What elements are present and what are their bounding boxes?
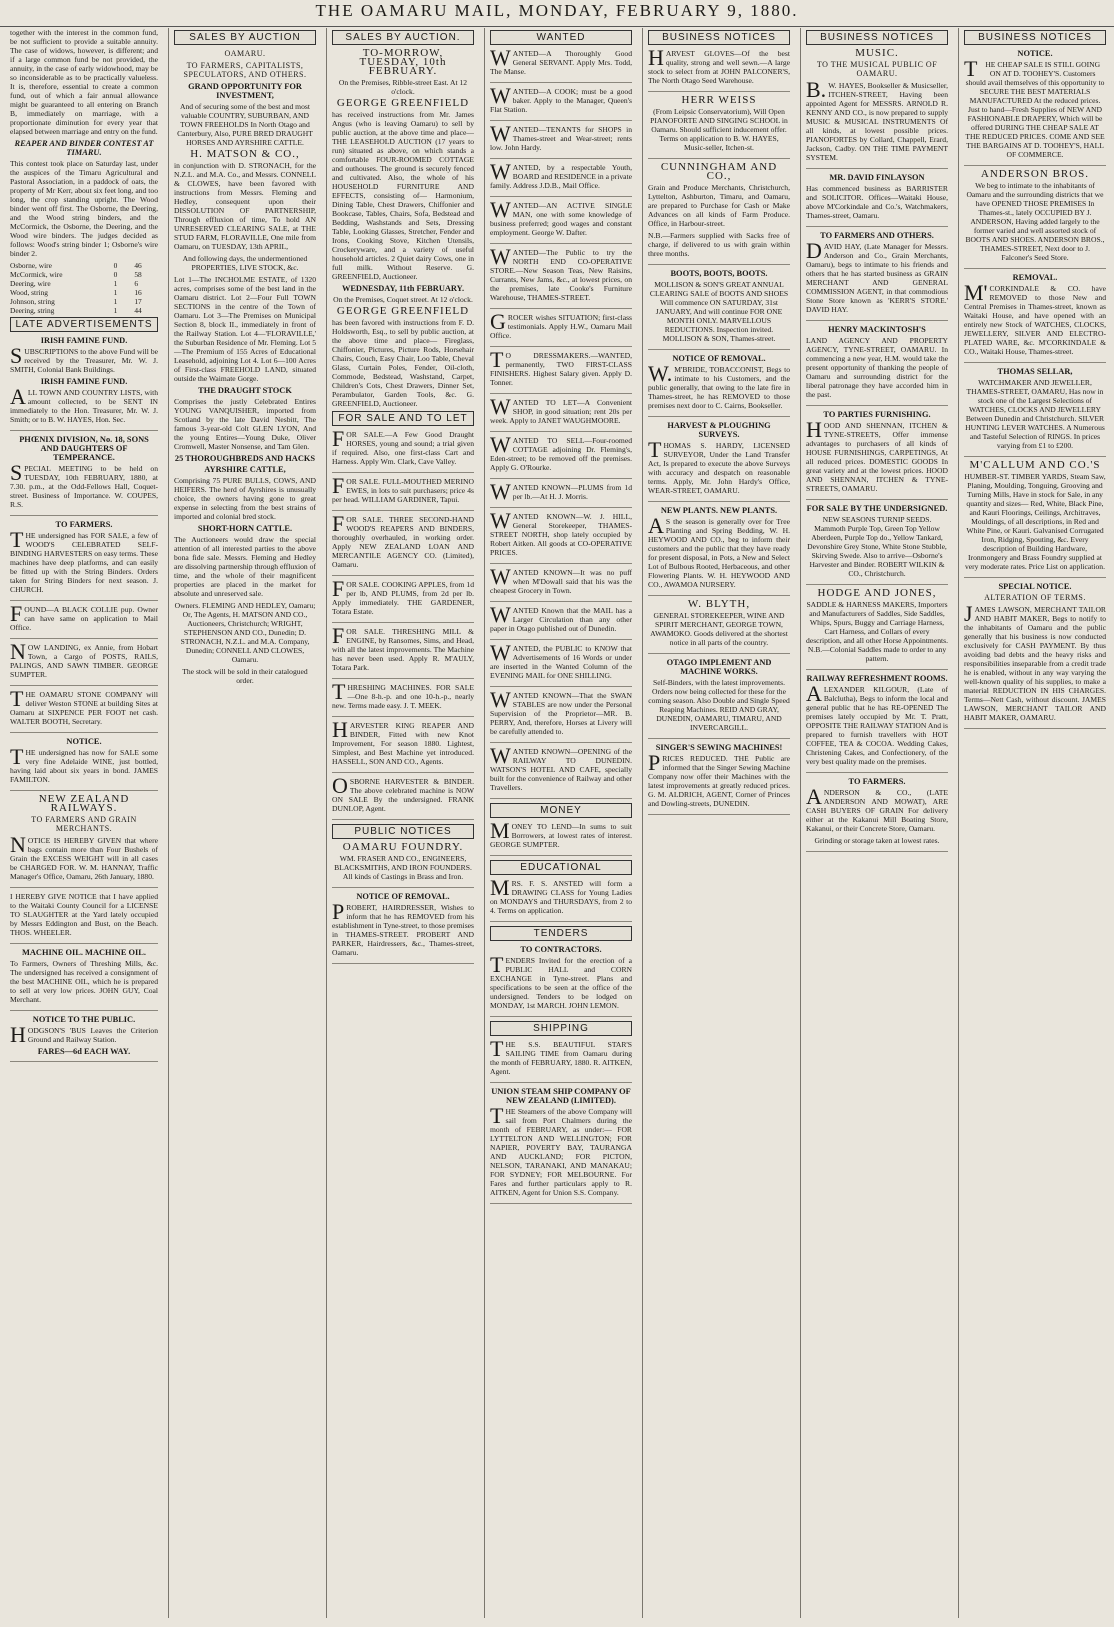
text-block: ALTERATION OF TERMS. (984, 593, 1086, 602)
text-block: WANTED KNOWN—W. J. HILL, General Storekeeper, THAMES-STREET NORTH, shop lately occupied by Robert Aitken. All goods at CO-OPERATIVE PRICES. (490, 508, 632, 557)
text-block: SHORT-HORN CATTLE. (197, 524, 293, 533)
text-block: Grain and Produce Merchants, Christchurch, Lyttelton, Ashburton, Timaru, and Oamaru, are prepared to Purchase for Cash or Make Advances on all kinds of Farm Produce. Office, in Harbour-street. (648, 183, 790, 228)
text-block: IRISH FAMINE FUND. (40, 336, 128, 345)
text-block: NEW SEASONS TURNIP SEEDS. Mammoth Purple Top, Green Top Yellow Aberdeen, Purple Top do., Yellow Tankard, Devonshire Grey Stone, White Stone Stubble, Skirving Swede. Also to arrive—Osborne's Harvester and Binder. ROBERT WILKIN & CO., Christchurch. (807, 515, 947, 578)
text-block: GENERAL STOREKEEPER, WINE AND SPIRIT MERCHANT, GEORGE TOWN, AWAMOKO. Goods delivered at the shortest notice in all parts of the country. (650, 611, 788, 647)
text-block: THE undersigned has now for SALE some very fine Adelaide WINE, just bottled, having laid about six years in bond. JAMES FAMILTON. (10, 744, 158, 784)
text-block: THE CHEAP SALE IS STILL GOING ON AT D. TOOHEY'S. Customers should avail themselves of this opportunity to SECURE THE BEST MATERIALS MANUFACTURED At the reduced prices. Just to hand—Fresh Supplies of NEW AND FASHIONABLE DRAPERY, Which will be offered DURING THE CHEAP SALE AT THE REDUCED PRICES. COME AND SEE THE BARGAINS AT D. TOOHEY'S, HALL OF COMMERCE. (964, 56, 1105, 159)
business-ad (964, 170, 1106, 269)
business-notices-header: BUSINESS NOTICES (648, 30, 790, 45)
text-block: SINGER'S SEWING MACHINES! (655, 743, 783, 752)
text-block: WANTED—A Thoroughly Good General SERVANT. Apply Mrs. Todd, The Manse. (490, 45, 632, 76)
text-block: To Farmers, Owners of Threshing Mills, &c. The undersigned has received a consignment of the best MACHINE OIL, which he is prepared to sell at very low prices. JOHN GUY, Coal Merchant. (10, 959, 158, 1004)
column-4 (484, 28, 632, 1618)
table-row: Deering, string 1 44 (10, 306, 142, 315)
business-ad (806, 231, 948, 321)
text-block: AYRSHIRE CATTLE, (204, 465, 286, 474)
text-block: THOMAS S. HARDY, LICENSED SURVEYOR, Under the Land Transfer Act, Is prepared to execute the above Surveys with accuracy and despatch on reasonable terms. Apply, Mr. John Hardy's Office, WEAR-STREET, OAMARU. (648, 437, 790, 495)
text-block: ANDERSON BROS. (980, 168, 1090, 180)
text-block: WANTED Known that the MAIL has a Larger Circulation than any other paper in Otago published out of Dunedin. (490, 602, 632, 633)
text-block: TO CONTRACTORS. (520, 945, 602, 954)
text-block: WEDNESDAY, 11th FEBRUARY. (341, 284, 465, 293)
text-block: HARVEST & PLOUGHING SURVEYS. (667, 421, 771, 439)
text-block: FOR SALE. THREE SECOND-HAND WOOD'S REAPERS AND BINDERS, thoroughly overhauled, in working order. Apply NEW ZEALAND LOAN AND MERCANTILE AGENCY CO. (Limited), Oamaru. (332, 511, 474, 569)
text-block: NOTICE TO THE PUBLIC. (32, 1015, 136, 1024)
text-block: WANTED KNOWN—PLUMS from 1d per lb.—At H. J. Morris. (490, 479, 632, 504)
business-ad (964, 49, 1106, 166)
ad-wheeler (10, 892, 158, 944)
text-block: GEORGE GREENFIELD (336, 305, 470, 317)
edu-ad (490, 875, 632, 922)
text-block: MONEY TO LEND—In sums to suit Borrowers, at lowest rates of interest. GEORGE SUMPTER. (490, 818, 632, 849)
text-block: NOTICE IS HEREBY GIVEN that where bags contain more than Four Bushels of Grain the EXCESS WEIGHT will in all cases be CHARGED FOR. W. M. HANNAY, Traffic Manager's Office, Oamaru, 26th January, 1880. (10, 832, 158, 881)
ad-found (10, 601, 158, 639)
business-notices-header-2: BUSINESS NOTICES (806, 30, 948, 45)
text-block: M'CORKINDALE & CO. have REMOVED to those New and Central Premises in Thames-street, known as Waitaki House, and have opened with an entirely new Stock of WATCHES, CLOCKS, JEWELLERY, SILVER AND ELECTRO-PLATED WARE, &c. M'CORKINDALE & CO., Waitaki House, Thames-street. (964, 280, 1106, 356)
reaper-title: REAPER AND BINDER CONTEST AT TIMARU. (14, 139, 154, 157)
ad-railways (10, 795, 158, 888)
columns (10, 28, 1106, 1618)
text-block: NEW PLANTS. NEW PLANTS. (660, 506, 778, 515)
wanted-ad (490, 121, 632, 159)
text-block: ANDERSON & CO., (LATE ANDERSON AND MOWAT), ARE CASH BUYERS OF GRAIN For delivery either at the Kakanui Mill Boating Store, Kakanui, or their Concrete Store, Oamaru. (806, 784, 948, 833)
results-table (10, 261, 158, 315)
table-row: Deering, wire 1 6 (10, 279, 139, 288)
text-block: in conjunction with D. STRONACH, for the N.Z.L. and M.A. Co., and Messrs. CONNELL & CLOWES, have been favored with instructions from Messrs. Fleming and Hedley, consequent upon their DISSOLUTION OF PARTNERSHIP, Through effluxion of time, To hold AN UNRESERVED CLEARING SALE, at THE STUD FARM, FLORAVILLE, One mile from Oamaru, on TUESDAY, 13th APRIL, (174, 161, 316, 251)
sale-ad (332, 426, 474, 473)
text-block: SPECIAL MEETING to be held on TUESDAY, 10th FEBRUARY, 1880, at 7.30. p.m., at the Odd-Fellows Hall, Coquet-street. Business of Importance. W. COUPES, R.S. (10, 460, 158, 509)
business-ad (648, 45, 790, 92)
text-block: FOUND—A BLACK COLLIE pup. Owner can have same on application to Mail Office. (10, 601, 158, 632)
text-block: OSBORNE HARVESTER & BINDER. The above celebrated machine is NOW ON SALE By the undersigned. FRANK DUNLOP, Agent. (332, 773, 474, 813)
ship-ad (490, 1087, 632, 1204)
text-block: WANTED TO LET—A Convenient SHOP, in good situation; rent 20s per week. Apply to JANET WAUGHMOORE. (490, 394, 632, 425)
text-block: ALEXANDER KILGOUR, (Late of Balclutha), Begs to inform the local and general public that he has RE-OPENED The premises lately occupied by Mr. T. Pratt, OPPOSITE THE RAILWAY STATION And is prepared to furnish travellers with HOT COFFEE, TEA & COCOA. Wedding Cakes, Christening Cakes, and Confectionery, of the very best quality made on the premises. (806, 681, 948, 766)
text-block: JAMES LAWSON, MERCHANT TAILOR AND HABIT MAKER, Begs to notify to the inhabitants of Oamaru and the public generally that his business is now conducted exclusively for CASH PAYMENT. By thus avoiding bad debts and the heavy risks and responsibilities inseparable from a credit trade he is enabled, without in any way varying the well-known quality of his supplies, to make a material REDUCTION IN HIS CHARGES. Terms—Nett Cash, without discount. JAMES LAWSON, MERCHANT TAILOR AND HABIT MAKER, OAMARU. (964, 601, 1106, 722)
ad-landing (10, 639, 158, 686)
wanted-header: WANTED (490, 30, 632, 45)
column-5 (642, 28, 790, 1618)
text-block: B.W. HAYES, Bookseller & Musicseller, ITCHEN-STREET, Having been appointed Agent for MESSRS. ARNOLD R. KENNY AND CO., is now prepared to supply MUSIC & MUSICAL INSTRUMENTS Of all kinds, at lowest possible prices. PIANOFORTES by Collard, Chappell, Erard, Jackson, Cadby. ON THE TIME PAYMENT SYSTEM. (806, 77, 948, 162)
text-block: THE S.S. BEAUTIFUL STAR'S SAILING TIME from Oamaru during the month of FEBRUARY, 1880. R. AITKEN, Agent. (490, 1036, 632, 1076)
matson-title: H. MATSON & CO., (190, 148, 300, 160)
text-block: NOW LANDING, ex Annie, from Hobart Town, a Cargo of POSTS, RAILS, PALINGS, AND SAWN TIMBER. GEORGE SUMPTER. (10, 639, 158, 679)
text-block: SUBSCRIPTIONS to the above Fund will be received by the Treasurer, Mr. W. J. SMITH, Colonial Bank Buildings. (10, 343, 158, 374)
text-block: THE DRAUGHT STOCK (198, 386, 292, 395)
text-block: Has commenced business as BARRISTER and SOLICITOR. Offices—Waitaki House, above M'Corkindale and Co.'s, Watchmakers, Thames-street, Oamaru. (806, 184, 948, 220)
text-block: 25 THOROUGHBREDS AND HACKS (174, 454, 316, 463)
text-block: TO FARMERS, CAPITALISTS, SPECULATORS, AND OTHERS. (183, 61, 307, 79)
business-ad (806, 410, 948, 500)
text-block: FARES—6d EACH WAY. (37, 1047, 131, 1056)
text-block: GEORGE GREENFIELD (336, 97, 470, 109)
educational-header: EDUCATIONAL (490, 860, 632, 875)
sale-ad (332, 773, 474, 820)
text-block: REMOVAL. (1012, 273, 1058, 282)
text-block: THE Steamers of the above Company will sail from Port Chalmers during the month of FEBRUARY, as under:— FOR LYTTELTON AND WELLINGTON; FOR NAPIER, POVERTY BAY, TAURANGA AND AUCKLAND; FOR PICTON, NELSON, TARANAKI, AND MANAKAU; FOR SYDNEY; FOR MELBOURNE. For Fares and further particulars apply to R. AITKEN, Agent for Union S.S. Company. (490, 1103, 632, 1197)
ad-wine (10, 737, 158, 791)
text-block: On the Premises, Coquet street. At 12 o'clock. (333, 295, 473, 304)
text-block: MR. DAVID FINLAYSON (829, 173, 925, 182)
text-block: Comprises the justly Celebrated Entires YOUNG VANQUISHER, imported from Scotland by the late David Nesbitt, The famous 3-year-old Colt GLEN LYON, And the young Entires—Young Duke, Oliver Cromwell, Master Nonsense, and Tam Glen. (174, 397, 316, 451)
text-block: has been favored with instructions from F. D. Holdsworth, Esq., to sell by public auction, at the above time and place— Fireglass, Chiffonier, Pictures, Picture Rods, Horsehair Chairs, Couch, Easy Chair, Loo Table, Cheval Glass, Curtain Poles, Fender, Oil-cloth, Commode, Bedstead, Washstand, Carpet, Children's Cots, Chest Drawers, Dinner Set, Perambulator, Garden Tools, &c. G. GREENFIELD, Auctioneer. (332, 318, 474, 408)
text-block: WANTED KNOWN—OPENING of the RAILWAY TO DUNEDIN. WATSON'S HOTEL AND CAFE, specially built for the convenience of Railway and other Travellers. (490, 743, 632, 792)
text-block: Self-Binders, with the latest improvements. Orders now being collected for these for the coming season. Also Double and Single Speed Reaping Machines. REID AND GRAY, DUNEDIN, OAMARU, TIMARU, AND INVERCARGILL. (648, 678, 790, 732)
text-block: has received instructions from Mr. James Angus (who is leaving Oamaru) to sell by public auction, at the above time and place— THE LEASEHOLD AUCTION (17 years to run) situated as above, on which stands a comfortable FOUR-ROOMED COTTAGE and outhouses. The ground is securely fenced and cultivated. Also, the whole of his HOUSEHOLD FURNITURE AND EFFECTS, consisting of— Harmonium, Dining Table, Chest Drawers, Chiffonier and Bookcase, Tables, Chairs, Sofa, Bedstead and Bedding, Washstands and Sets, Dressing Table, Looking Glasses, Stretcher, Fender and Irons, Cooking Stove, Kitchen Utensils, Crockeryware, and a variety of useful household articles. 2 Quiet dairy Cows, one in full milk. Without Reserve. G. GREENFIELD, Auctioneer. (332, 110, 474, 281)
text-block: TO-MORROW, TUESDAY, 10th FEBRUARY. (359, 47, 447, 77)
text-block: The Auctioneers would draw the special attention of all interested parties to the above bona fide sale. Messrs. Fleming and Hedley are dissolving partnership through effluxion of time, and the whole of their magnificent properties are placed in the market for absolute and unreserved sale. (174, 535, 316, 598)
text-block: HARVEST GLOVES—Of the best quality, strong and well sewn.—A large stock to select from at JOHN PALCONER'S, The North Otago Seed Warehouse. (648, 45, 790, 85)
sales-by-auction-header: SALES BY AUCTION (174, 30, 316, 45)
intro-text: together with the interest in the common fund, be not sufficient to provide a suitable annuity. The case of widows, however, is different; and if a large common fund be not provided, the annuity, in the case of early widowhood, may be so inconsiderable as to be practically valueless. It is, therefore, essential to create a common fund, out of which a fair annual allowance might be guaranteed to all entering on Branch B, immediately on marriage, with a proportionate diminution for every year that elapsed between marriage and entry on the fund. (10, 28, 158, 136)
text-block: W. BLYTH, (687, 598, 751, 610)
text-block: MRS. F. S. ANSTED will form a DRAWING CLASS for Young Ladies on MONDAYS and THURSDAYS, from 2 to 4. Terms on application. (490, 875, 632, 915)
text-block: The stock will be sold in their catalogued order. (182, 667, 308, 685)
text-block: THOMAS SELLAR, (997, 367, 1073, 376)
text-block: WANTED, by a respectable Youth, BOARD and RESIDENCE in a private family. Address J.D.B., Mail Office. (490, 159, 632, 190)
text-block: THE undersigned has FOR SALE, a few of WOOD'S CELEBRATED SELF-BINDING HARVESTERS on easy terms. These machines have deep platforms, and can easily be fitted up with the String Binders. Orders taken for String Binders for next season. J. CHURCH. (10, 527, 158, 594)
text-block: WANTED KNOWN—That the SWAN STABLES are now under the Personal Supervision of the Proprietor—MR. B. PERRY, And, therefore, Horses at Livery will be carefully attended to. (490, 687, 632, 736)
text-block: We beg to intimate to the inhabitants of Oamaru and the surrounding districts that we have OPENED THOSE PREMISES In Thames-st., lately OCCUPIED BY J. ANDERSON, Having added largely to the former varied and well assorted stock of BOOTS AND SHOES. ANDERSON BROS., THAMES-STREET, Next door to J. Falconer's Seed Store. (965, 181, 1105, 262)
text-block: WANTED—The Public to try the NORTH END CO-OPERATIVE STORE.—New Season Teas, New Raisins, Currants, New Jams, &c., at lowest prices, on the premises, late Cooke's Furniture Warehouse, THAMES-STREET. (490, 244, 632, 302)
late-advertisements-header: LATE ADVERTISEMENTS (10, 317, 158, 332)
text-block: NEW ZEALAND RAILWAYS. (38, 793, 130, 814)
ad-farmers (10, 520, 158, 601)
text-block: HUMBER-ST. TIMBER YARDS, Steam Saw, Planing, Moulding, Tonguing, Grooving and Turning Mills, Have in stock for Sale, in any quantity and sizes— Red, White, Black Pine, and Kauri Floorings, Ceilings, Architraves, Mouldings, of all descriptions, in Red and White Pine, or Kauri. Galvanised Corrugated Iron, Ridging, Spouting, &c. Every description of Building Hardware, Ironmongery and Brass Foundry supplied at very moderate rates. Price List on application. (964, 472, 1106, 571)
text-block: NOTICE OF REMOVAL. (672, 354, 766, 363)
for-sale-header: FOR SALE AND TO LET (332, 411, 474, 426)
text-block: PROBERT, HAIRDRESSER, Wishes to inform that he has REMOVED from his establishment in Tyne-street, to those premises in THAMES-STREET. PROBERT AND PARKER, Hairdressers, &c., Thames-street, Oamaru. (332, 899, 474, 957)
text-block: M'CALLUM AND CO.'S (969, 459, 1101, 471)
wanted-ad (490, 159, 632, 197)
text-block: THRESHING MACHINES. FOR SALE—One 8-h.-p. and one 10-h.-p., nearly new. Terms made easy. J. T. MEEK. (332, 679, 474, 710)
table-row: McCormick, wire 0 58 (10, 270, 142, 279)
business-ad (648, 269, 790, 350)
text-block: HODGSON'S 'BUS Leaves the Criterion Ground and Railway Station. (10, 1022, 158, 1047)
wanted-ad (490, 687, 632, 743)
text-block: I HEREBY GIVE NOTICE that I have applied to the Waitaki County Council for a LICENSE TO SLAUGHTER at the Yard lately occupied by Messrs Eddington and Bust, on the Beach. THOS. WHEELER. (10, 892, 158, 937)
ad-stone (10, 686, 158, 733)
text-block: MACHINE OIL. MACHINE OIL. (21, 948, 146, 957)
business-ad (648, 600, 790, 654)
ad-machine-oil (10, 948, 158, 1011)
ad-famine (10, 336, 158, 431)
text-block: LAND AGENCY AND PROPERTY AGENCY, TYNE-STREET, OAMARU. In commencing a new year, H.M. would take the present opportunity of thanking the people of Oamaru and surrounding district for the liberal patronage they have accorded him in the past. (806, 336, 948, 399)
text-block: WANTED KNOWN—It was no puff when M'Dowall said that his was the cheapest Grocery in Town. (490, 564, 632, 595)
text-block: And of securing some of the best and most valuable COUNTRY, SUBURBAN, AND TOWN FREEHOLDS In North Otago and Canterbury, Also, PURE BRED DRAUGHT HORSES AND AYRSHIRE CATTLE. (177, 102, 313, 147)
text-block: TO FARMERS AND OTHERS. (820, 231, 934, 240)
text-block: HERR WEISS (681, 94, 757, 106)
ad-phoenix (10, 435, 158, 516)
text-block: HODGE AND JONES, (817, 587, 937, 599)
text-block: TO DRESSMAKERS.—WANTED, permanently, TWO FIRST-CLASS FINISHERS. Highest Salary given. Apply D. Tonner. (490, 347, 632, 387)
business-ad (964, 367, 1106, 457)
text-block: OTAGO IMPLEMENT AND MACHINE WORKS. (666, 658, 772, 676)
text-block: And following days, the undermentioned PROPERTIES, LIVE STOCK, &c. (182, 254, 308, 272)
business-ad (648, 506, 790, 596)
ship-ad (490, 1036, 632, 1083)
text-block: FOR SALE. COOKING APPLES, from 1d per lb, AND PLUMS, from 2d per lb. Apply immediately. THE GARDENER, Totara Estate. (332, 576, 474, 616)
text-block: WANTED TO SELL—Four-roomed COTTAGE adjoining Dr. Fleming's, Eden-street; to be removed off the premises. Apply G. O'Rourke. (490, 432, 632, 472)
text-block: TO FARMERS AND GRAIN MERCHANTS. (31, 815, 137, 833)
lots-text: Lot 1—The INCHOLME ESTATE, of 1320 acres, comprises some of the best land in the Oamaru district. Lot 2—Four Full TOWN SECTIONS in the centre of the Town of Oamaru. Lot 3—The Premises on Municipal Section 8, block II., immediately in front of the Railway Station. Lot 4—'FLORAVILLE,' the Suburban Residence of Mr. Fleming. Lot 5—The Premium of 155 Acres of Educational Leasehold, adjoining Lot 4. Lot 6—100 Acres of First-class FREEHOLD LAND, situated outside the Waimate Gorge. (174, 275, 316, 383)
text-block: HENRY MACKINTOSH'S (828, 325, 926, 334)
text-block: GROCER wishes SITUATION; first-class testimonials. Apply H.W., Oamaru Mail Office. (490, 309, 632, 340)
business-ad (964, 273, 1106, 363)
text-block: THE OAMARU STONE COMPANY will deliver Weston STONE at building Sites at Oamaru at SIXPENCE PER FOOT net cash. WALTER BOOTH, Secretary. (10, 686, 158, 726)
wanted-ad (490, 432, 632, 479)
text-block: HOOD AND SHENNAN, ITCHEN & TYNE-STREETS, Offer immense advantages to purchasers of all kinds of HOUSE FURNISHINGS, CARPETINGS, At all reduced prices. DOMESTIC GOODS In great variety and at the lowest prices. HOOD AND SHENNAN, ITCHEN & TYNE-STREETS, OAMARU. (806, 417, 948, 493)
wanted-ad (490, 309, 632, 347)
wanted-ad (490, 244, 632, 309)
text-block: WANTED—A COOK; must be a good baker. Apply to the Manager, Queen's Flat Station. (490, 83, 632, 114)
sale-ad (332, 511, 474, 576)
text-block: WANTED—AN ACTIVE SINGLE MAN, one with some knowledge of business preferred; good wages and constant employment. George W. Dafter. (490, 197, 632, 237)
text-block: TO PARTIES FURNISHING. (823, 410, 931, 419)
column-6 (800, 28, 948, 1618)
column-1 (10, 28, 158, 1618)
text-block: TO THE MUSICAL PUBLIC OF OAMARU. (816, 60, 938, 78)
wanted-ad (490, 83, 632, 121)
text-block: PRICES REDUCED. THE Public are informed that the Singer Sewing Machine Company now offer their Machines with the latest improvements at greatly reduced prices. G. M. ALDRICH, AGENT, Corner of Princes and Dowling-streets, DUNEDIN. (648, 750, 790, 808)
text-block: GRAND OPPORTUNITY FOR INVESTMENT, (188, 82, 302, 100)
text-block: RAILWAY REFRESHMENT ROOMS. (806, 674, 948, 683)
text-block: HARVESTER KING REAPER AND BINDER, Fitted with new Knot Improvement, For season 1880. Lightest, Simplest, and Best Machine yet introduced. HASSELL, SON AND CO., Agents. (332, 717, 474, 766)
ad-bus (10, 1015, 158, 1062)
money-header: MONEY (490, 803, 632, 818)
wanted-ad (490, 479, 632, 508)
text-block: NOTICE OF REMOVAL. (356, 892, 450, 901)
text-block: NOTICE. (1017, 49, 1053, 58)
text-block: On the Premises, Ribble-street East. At 12 o'clock. (338, 78, 468, 96)
text-block: FOR SALE BY THE UNDERSIGNED. (806, 504, 948, 513)
column-7 (958, 28, 1106, 1618)
text-block: MUSIC. (855, 47, 899, 59)
text-block: NOTICE. (66, 737, 102, 746)
sale-ad (332, 679, 474, 717)
text-block: FOR SALE. FULL-MOUTHED MERINO EWES, in lots to suit purchasers; price 4s per head. WILLIAM GARDINER, Tapui. (332, 473, 474, 504)
wanted-ad (490, 508, 632, 564)
wanted-ad (490, 394, 632, 432)
text-block: OAMARU. (224, 49, 266, 58)
masthead: THE OAMARU MAIL, MONDAY, FEBRUARY 9, 1880. (0, 0, 1114, 27)
column-3 (326, 28, 474, 1618)
business-ad (648, 658, 790, 739)
text-block: Grinding or storage taken at lowest rates. (814, 836, 940, 845)
text-block: SADDLE & HARNESS MAKERS, Importers and Manufacturers of Saddles, Side Saddles, Whips, Spurs, Buggy and Carriage Harness, Cart Harness, and Collars of every description, and all other Horse Appointments. N.B.—Colonial Saddles made to order to any pattern. (806, 600, 948, 663)
text-block: WM. FRASER AND CO., ENGINEERS, BLACKSMITHS, AND IRON FOUNDERS. All kinds of Castings in Brass and Iron. (334, 854, 472, 881)
sales-by-auction-header-2: SALES BY AUCTION. (332, 30, 474, 45)
text-block: WATCHMAKER AND JEWELLER, THAMES-STREET, OAMARU, Has now in stock one of the Largest Selections of WATCHES, CLOCKS AND JEWELLERY Between Dunedin and Christchurch. SILVER HUNTING LEVER WATCHES. A Numerous and Tasteful Selection of RINGS. In prices varying from £1 to £200. (965, 378, 1105, 450)
business-ad (806, 49, 948, 169)
business-ad (964, 582, 1106, 729)
text-block: (From Leipsic Conservatorium), Will Open PIANOFORTE AND SINGING SCHOOL in Oamaru. Should sufficient inducement offer. Terms on application to B. W. HAYES, Music-seller, Itchen-st. (650, 107, 788, 152)
sale-ad (332, 623, 474, 679)
table-row: Johnson, string 1 17 (10, 297, 142, 306)
business-ad (806, 173, 948, 227)
sale-ad (332, 717, 474, 773)
text-block: WANTED, the PUBLIC to KNOW that Advertisements of 16 Words or under are inserted in the Wanted Column of the EVENING MAIL for ONE SHILLING. (490, 640, 632, 680)
text-block: SPECIAL NOTICE. (998, 582, 1072, 591)
shipping-header: SHIPPING (490, 1021, 632, 1036)
text-block: OAMARU FOUNDRY. (342, 841, 464, 853)
table-row: Osborne, wire 0 46 (10, 261, 142, 270)
text-block: FOR SALE. THRESHING MILL & ENGINE, by Ransomes, Sims, and Head, with all the latest improvements. The Machine has never been used. Apply R. M'AULY, Totara Park. (332, 623, 474, 672)
public-notices-header: PUBLIC NOTICES (332, 824, 474, 839)
text-block: N.B.—Farmers supplied with Sacks free of charge, if delivered to us with grain within three months. (648, 231, 790, 258)
wanted-ad (490, 564, 632, 602)
text-block: TENDERS Invited for the erection of a PUBLIC HALL and CORN EXCHANGE in Tyne-street. Plans and specifications to be seen at the office of the undersigned. Tenders to be lodged on MONDAY, 1st MARCH. JOHN LEMON. (490, 952, 632, 1010)
ad-foundry (332, 843, 474, 888)
text-block: CUNNINGHAM AND CO., (660, 161, 778, 182)
text-block: PHŒNIX DIVISION, No. 18, SONS AND DAUGHTERS OF TEMPERANCE. (19, 435, 149, 462)
business-ad (806, 674, 948, 773)
text-block: WANTED—TENANTS for SHOPS in Thames-street and Wear-street; rents low. John Hardy. (490, 121, 632, 152)
business-ad (648, 354, 790, 417)
business-ad (806, 504, 948, 585)
tender-ad (490, 945, 632, 1017)
ad-removal (332, 892, 474, 964)
wanted-ad (490, 602, 632, 640)
table-row: Wood, string 1 16 (10, 288, 142, 297)
business-notices-header-3: BUSINESS NOTICES (964, 30, 1106, 45)
text-block: BOOTS, BOOTS, BOOTS. (670, 269, 768, 278)
business-ad (806, 777, 948, 852)
text-block: MOLLISON & SON'S GREAT ANNUAL CLEARING SALE of BOOTS AND SHOES Will commence ON SATURDAY, 31st JANUARY, And will continue FOR ONE MONTH ONLY. MARVELLOUS REDUCTIONS. Inspection invited. MOLLISON & SON, Thames-street. (649, 280, 789, 343)
wanted-ad (490, 640, 632, 687)
wanted-ad (490, 743, 632, 799)
business-ad (648, 96, 790, 159)
text-block: TO FARMERS. (848, 777, 906, 786)
text-block: UNION STEAM SHIP COMPANY OF NEW ZEALAND (LIMITED). (491, 1087, 631, 1105)
reaper-text: This contest took place on Saturday last, under the auspices of the Timaru Agricultural and Pastoral Association, in a paddock of oats, the property of Mr Kerr, about six feet long, and too long, the crop standing upright. The Wood binder went off first. The Osborne, the Deering, and the Wood string binders, and the McCormick, the Osborne, the Deering, and the Wood wire binders. The judges decided as follows: Wood's string binder 1; Osborne's wire binder 2. (10, 159, 158, 258)
business-ad (964, 461, 1106, 578)
business-ad (806, 325, 948, 406)
text-block: DAVID HAY, (Late Manager for Messrs. Anderson and Co., Grain Merchants, Oamaru), begs to intimate to his friends and others that he has started business as GRAIN MERCHANT AND GENERAL COMMISSION AGENT, in that commodious Stone Store known as 'KERR'S STORE.' DAVID HAY. (806, 238, 948, 314)
wanted-ad (490, 197, 632, 244)
sale-ad (332, 473, 474, 511)
business-ad (648, 163, 790, 265)
business-ad (806, 589, 948, 670)
text-block: FOR SALE.—A Few Good Draught HORSES, young and sound; a trial given if required. Also, one first-class Cart and Harness. Apply Wm. Clark, Cave Valley. (332, 426, 474, 466)
text-block: AS the season is generally over for Tree Planting and Spring Bedding, W. H. HEYWOOD AND CO., beg to inform their customers and the public that they have ready for present disposal, in Pots, a New and Select Lot of Bulbous Rooted, Herbaceous, and other Flowering Plants. W. H. HEYWOOD AND CO., AWAMOA NURSERY. (648, 513, 790, 589)
text-block: Comprising 75 PURE BULLS, COWS, AND HEIFERS. The herd of Ayrshires is unusually choice, the owners having gone to great expense in selecting from the best strains of imported and colonial bred stock. (174, 476, 316, 521)
business-ad (648, 421, 790, 502)
sale-ad (332, 576, 474, 623)
text-block: Owners. FLEMING AND HEDLEY, Oamaru; Or, The Agents, H. MATSON AND CO., Auctioneers, Christchurch; WRIGHT, STEPHENSON AND CO., Dunedin; D. STRONACH, N.Z.L. and M.A. Company, Dunedin; CONNELL AND CLOWES, Oamaru. (174, 601, 316, 664)
wanted-ad (490, 347, 632, 394)
money-ad (490, 818, 632, 856)
text-block: W.M'BRIDE, TOBACCONIST, Begs to intimate to his Customers, and the public generally, that owing to the late fire in Thames-street, he has REMOVED to those premises next door to C. Cairns, Bookseller. (648, 361, 790, 410)
text-block: TO FARMERS. (55, 520, 113, 529)
column-2 (168, 28, 316, 1618)
text-block: ALL TOWN AND COUNTRY LISTS, with amount collected, to be SENT IN immediately to the Hon. Treasurer, Mr. W. J. Smith; or to B. W. HAYES, Hon. Sec. (10, 384, 158, 424)
text-block: IRISH FAMINE FUND. (40, 377, 128, 386)
wanted-ad (490, 45, 632, 83)
business-ad (648, 743, 790, 815)
tenders-header: TENDERS (490, 926, 632, 941)
